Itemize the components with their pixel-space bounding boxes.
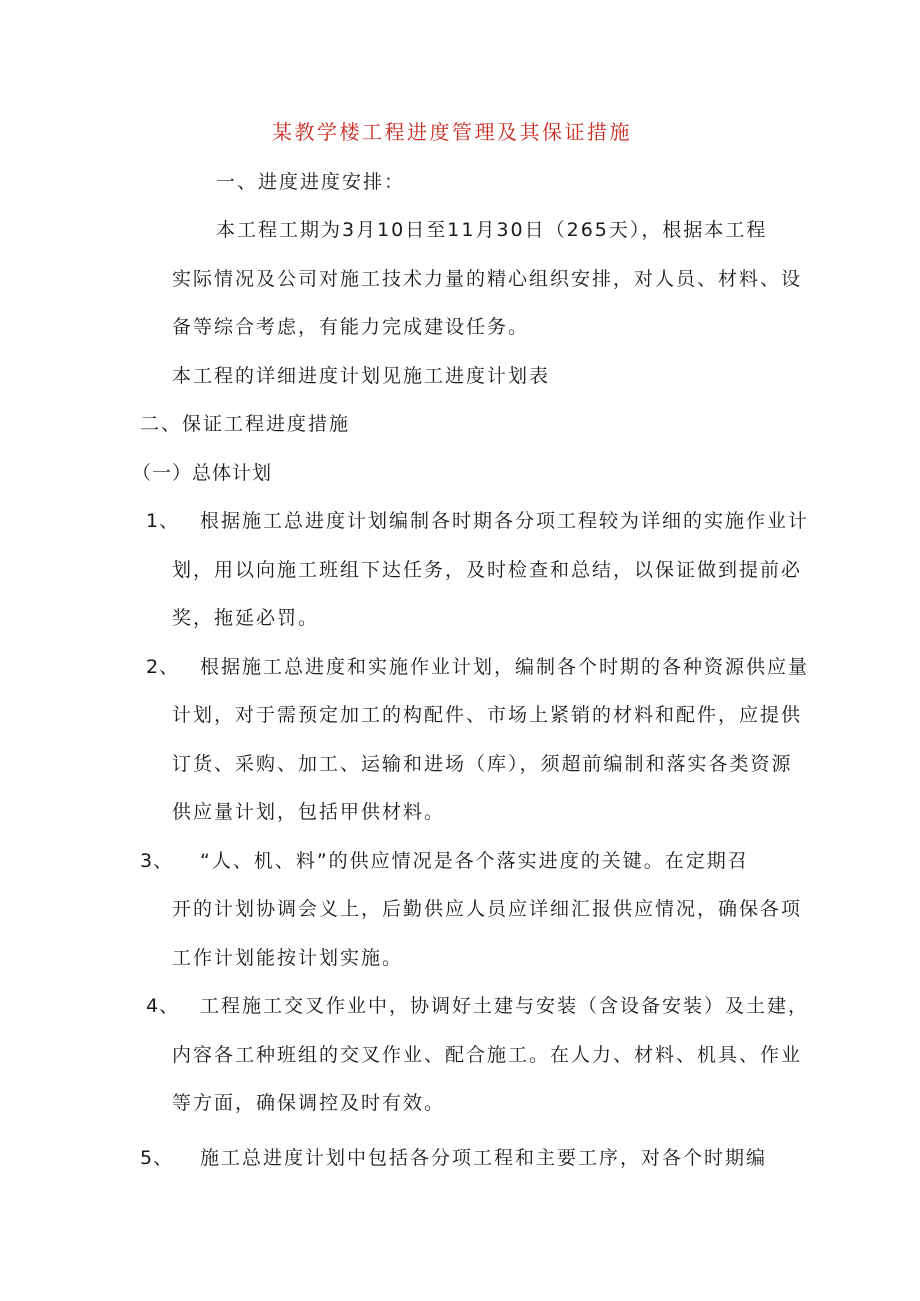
item-3-line-1: “人、机、料”的供应情况是各个落实进度的关键。在定期召 — [200, 850, 749, 872]
item-4-number: 4、 — [146, 995, 180, 1017]
item-1-number: 1、 — [146, 510, 180, 532]
item-2-line-1: 根据施工总进度和实施作业计划，编制各个时期的各种资源供应量 — [200, 656, 810, 678]
item-3-number: 3、 — [140, 850, 174, 872]
section2-heading: 二、保证工程进度措施 — [140, 413, 351, 435]
document-title: 某教学楼工程进度管理及其保证措施 — [272, 120, 632, 144]
item-1-line-1: 根据施工总进度计划编制各时期各分项工程较为详细的实施作业计 — [200, 510, 810, 532]
item-4-line-3: 等方面，确保调控及时有效。 — [172, 1092, 446, 1114]
item-1-line-3: 奖，拖延必罚。 — [172, 607, 320, 629]
item-2-line-3: 订货、采购、加工、运输和进场（库），须超前编制和落实各类资源 — [172, 753, 793, 775]
section1-para-line-2: 实际情况及公司对施工技术力量的精心组织安排，对人员、材料、设 — [172, 268, 803, 290]
item-2-number: 2、 — [146, 656, 180, 678]
section1-para-line-1: 本工程工期为3月10日至11月30日（265天），根据本工程 — [216, 219, 768, 241]
item-3-line-3: 工作计划能按计划实施。 — [172, 947, 404, 969]
item-1-line-2: 划，用以向施工班组下达任务，及时检查和总结，以保证做到提前必 — [172, 559, 803, 581]
item-5-number: 5、 — [140, 1147, 174, 1169]
item-3-line-2: 开的计划协调会义上，后勤供应人员应详细汇报供应情况，确保各项 — [172, 898, 803, 920]
section1-heading: 一、进度进度安排： — [216, 171, 406, 193]
item-4-line-1: 工程施工交叉作业中，协调好土建与安装（含设备安装）及土建， — [200, 995, 810, 1017]
section1-para-line-3: 备等综合考虑，有能力完成建设任务。 — [172, 316, 530, 338]
section1-note: 本工程的详细进度计划见施工进度计划表 — [172, 365, 551, 387]
item-2-line-4: 供应量计划，包括甲供材料。 — [172, 801, 446, 823]
section2-subheading: （一）总体计划 — [132, 462, 273, 484]
item-5-line-1: 施工总进度计划中包括各分项工程和主要工序，对各个时期编 — [200, 1147, 768, 1169]
item-2-line-2: 计划，对于需预定加工的构配件、市场上紧销的材料和配件，应提供 — [172, 704, 803, 726]
item-4-line-2: 内容各工种班组的交叉作业、配合施工。在人力、材料、机具、作业 — [172, 1044, 803, 1066]
